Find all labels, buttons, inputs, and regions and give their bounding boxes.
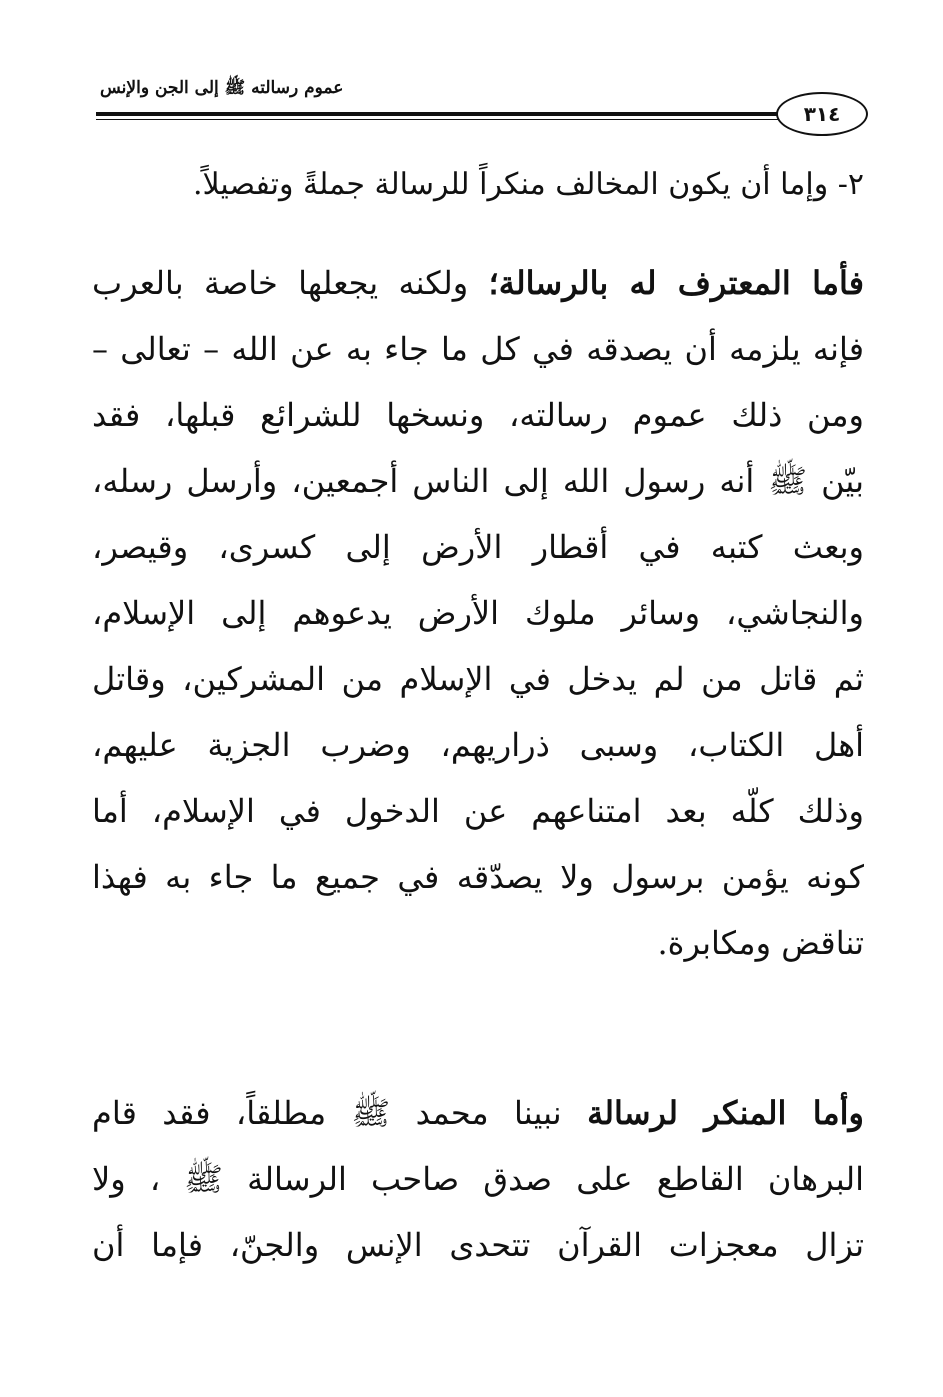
running-title: عموم رسالته ﷺ إلى الجن والإنس <box>100 78 344 98</box>
paragraph-2-line: تزال معجزات القرآن تتحدى الإنس والجنّ، فإما أن <box>92 1226 864 1264</box>
paragraph-1-line-1-rest: ولكنه يجعلها خاصة بالعرب <box>92 264 489 302</box>
numbered-point-heading: ٢- وإما أن يكون المخالف منكراً للرسالة جملةً وتفصيلاً. <box>192 167 864 202</box>
paragraph-1-last-line: تناقض ومكابرة. <box>657 924 864 962</box>
header-rule-thick <box>96 112 784 116</box>
paragraph-1-line: ثم قاتل من لم يدخل في الإسلام من المشركين، وقاتل <box>92 660 864 698</box>
paragraph-1-line: وذلك كلّه بعد امتناعهم عن الدخول في الإسلام، أما <box>92 792 864 830</box>
paragraph-1-lead: فأما المعترف له بالرسالة؛ <box>488 264 864 302</box>
paragraph-2-line-1 <box>92 1080 864 1146</box>
paragraph-1-line: بيّن ﷺ أنه رسول الله إلى الناس أجمعين، وأرسل رسله، <box>92 462 864 500</box>
paragraph-2-line-1-rest: نبينا محمد ﷺ مطلقاً، فقد قام <box>92 1094 588 1132</box>
paragraph-1-line: وبعث كتبه في أقطار الأرض إلى كسرى، وقيصر، <box>92 528 864 566</box>
paragraph-1-line: أهل الكتاب، وسبى ذراريهم، وضرب الجزية عليهم، <box>92 726 864 764</box>
header-rule-thin <box>96 119 784 120</box>
paragraph-1-line: فإنه يلزمه أن يصدقه في كل ما جاء به عن الله – تعالى – <box>92 330 864 368</box>
paragraph-1-line: والنجاشي، وسائر ملوك الأرض يدعوهم إلى الإسلام، <box>92 594 864 632</box>
paragraph-1-line-1 <box>92 250 864 316</box>
paragraph-1-line: ومن ذلك عموم رسالته، ونسخها للشرائع قبلها، فقد <box>92 396 864 434</box>
paragraph-2-lead: وأما المنكر لرسالة <box>587 1094 864 1132</box>
paragraph-2 <box>92 1080 864 1278</box>
paragraph-1 <box>92 250 864 976</box>
paragraph-2-line: البرهان القاطع على صدق صاحب الرسالة ﷺ ، ولا <box>92 1160 864 1198</box>
page-number-badge: ٣١٤ <box>776 92 868 136</box>
paragraph-1-line: كونه يؤمن برسول ولا يصدّقه في جميع ما جاء به فهذا <box>92 858 864 896</box>
